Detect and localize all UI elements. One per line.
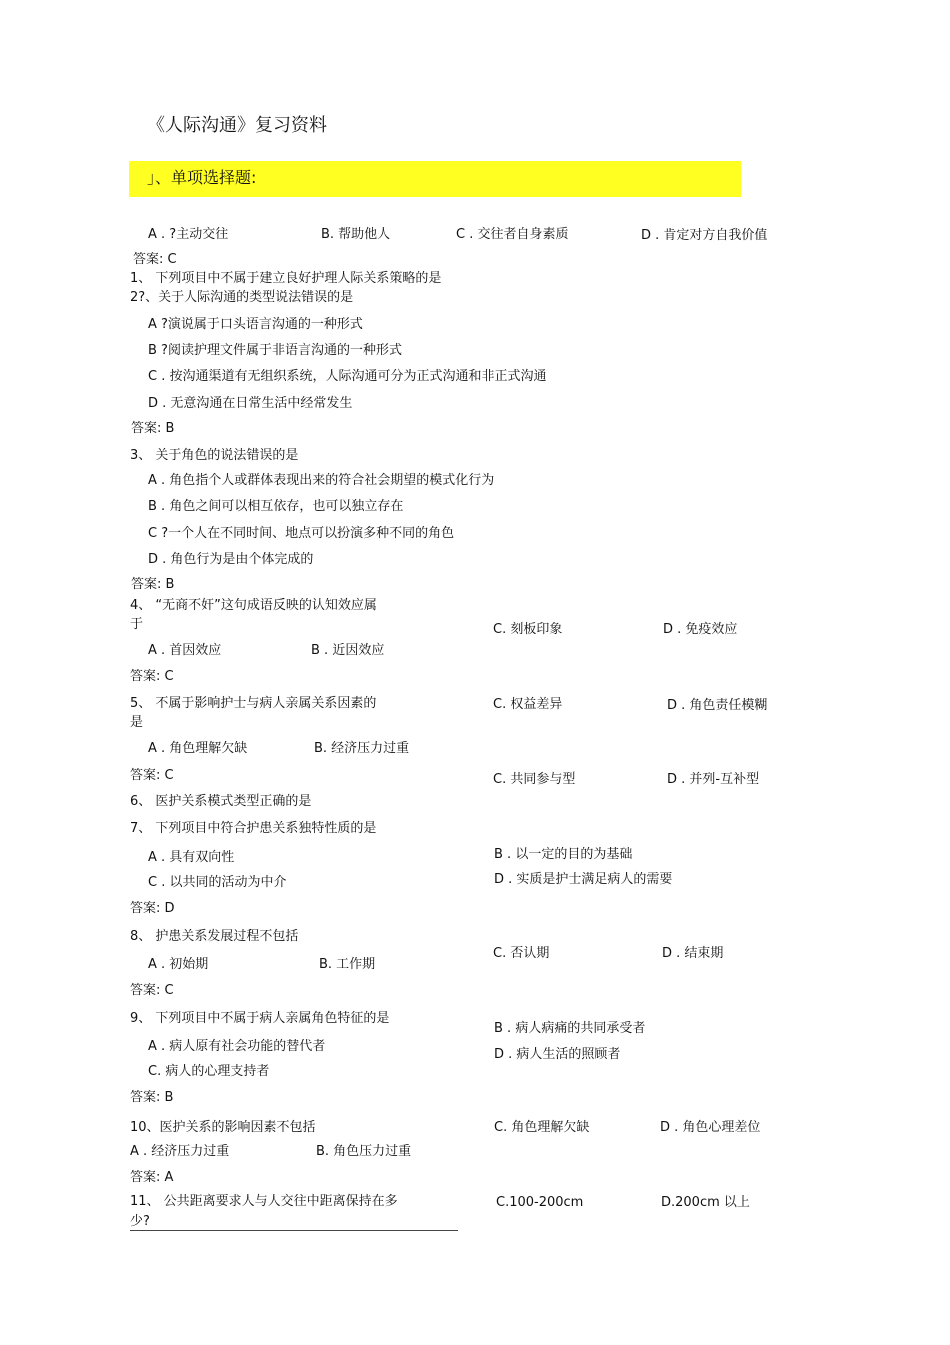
text-line: 于 <box>130 617 144 632</box>
text-line: D . 免疫效应 <box>663 622 738 637</box>
text-line: C.100-200cm <box>496 1195 584 1210</box>
text-line: 11、 公共距离要求人与人交往中距离保持在多 <box>130 1194 398 1209</box>
text-line: 1、 下列项目中不属于建立良好护理人际关系策略的是 <box>130 271 442 286</box>
text-line: B . 角色之间可以相互依存，也可以独立存在 <box>148 499 404 514</box>
text-line: D . 病人生活的照顾者 <box>494 1047 621 1062</box>
footnote-rule <box>130 1230 458 1231</box>
text-line: C. 病人的心理支持者 <box>148 1064 270 1079</box>
text-line: D . 角色行为是由个体完成的 <box>148 552 314 567</box>
text-line: C . 交往者自身素质 <box>456 227 569 242</box>
text-line: 答案: B <box>131 577 175 592</box>
text-line: 答案: C <box>130 669 174 684</box>
text-line: 答案: B <box>131 421 175 436</box>
text-line: D . 实质是护士满足病人的需要 <box>494 872 673 887</box>
text-line: 答案: D <box>130 901 175 916</box>
text-line: B . 以一定的目的为基础 <box>494 847 633 862</box>
document-title: 《人际沟通》复习资料 <box>147 115 327 136</box>
text-line: C. 刻板印象 <box>493 622 563 637</box>
text-line: 答案: C <box>130 983 174 998</box>
text-line: B. 工作期 <box>319 957 376 972</box>
text-line: D . 角色心理差位 <box>660 1120 761 1135</box>
text-line: 是 <box>130 715 144 730</box>
text-line: A . 首因效应 <box>148 643 222 658</box>
text-line: 答案: A <box>130 1170 174 1185</box>
text-line: A . 经济压力过重 <box>130 1144 230 1159</box>
text-line: D . 肯定对方自我价值 <box>641 228 768 243</box>
text-line: C. 共同参与型 <box>493 772 576 787</box>
text-line: D . 角色责任模糊 <box>667 698 768 713</box>
text-line: B . 病人病痛的共同承受者 <box>494 1021 646 1036</box>
text-line: 8、 护患关系发展过程不包括 <box>130 929 299 944</box>
section-banner <box>129 161 741 197</box>
text-line: D . 并列-互补型 <box>667 772 760 787</box>
text-line: B. 角色压力过重 <box>316 1144 412 1159</box>
text-line: C. 角色理解欠缺 <box>494 1120 590 1135</box>
text-line: 5、 不属于影响护士与病人亲属关系因素的 <box>130 696 377 711</box>
text-line: 答案: C <box>130 768 174 783</box>
section-heading: 」、单项选择题: <box>147 168 257 187</box>
text-line: D . 结束期 <box>662 946 724 961</box>
text-line: A . 具有双向性 <box>148 850 235 865</box>
text-line: 少? <box>130 1214 150 1229</box>
text-line: D . 无意沟通在日常生活中经常发生 <box>148 396 353 411</box>
text-line: 9、 下列项目中不属于病人亲属角色特征的是 <box>130 1011 390 1026</box>
text-line: D.200cm 以上 <box>661 1195 750 1210</box>
text-line: A . 角色理解欠缺 <box>148 741 248 756</box>
text-line: B ?阅读护理文件属于非语言沟通的一种形式 <box>148 343 402 358</box>
text-line: A . 病人原有社会功能的替代者 <box>148 1039 326 1054</box>
text-line: 答案: C <box>133 252 177 267</box>
text-line: 答案: B <box>130 1090 174 1105</box>
text-line: C. 权益差异 <box>493 697 563 712</box>
text-line: C ?一个人在不同时间、地点可以扮演多种不同的角色 <box>148 526 455 541</box>
text-line: 10、医护关系的影响因素不包括 <box>130 1120 316 1135</box>
text-line: A ?演说属于口头语言沟通的一种形式 <box>148 317 363 332</box>
text-line: 4、 “无商不奸”这句成语反映的认知效应属 <box>130 598 377 613</box>
text-line: A . ?主动交往 <box>148 227 229 242</box>
text-line: 7、 下列项目中符合护患关系独特性质的是 <box>130 821 377 836</box>
text-line: A . 角色指个人或群体表现出来的符合社会期望的模式化行为 <box>148 473 495 488</box>
text-line: B. 帮助他人 <box>321 227 391 242</box>
text-line: A . 初始期 <box>148 957 209 972</box>
text-line: B . 近因效应 <box>311 643 385 658</box>
text-line: B. 经济压力过重 <box>314 741 410 756</box>
text-line: 2?、关于人际沟通的类型说法错误的是 <box>130 290 354 305</box>
text-line: 6、 医护关系模式类型正确的是 <box>130 794 312 809</box>
text-line: C . 按沟通渠道有无组织系统，人际沟通可分为正式沟通和非正式沟通 <box>148 369 547 384</box>
text-line: C. 否认期 <box>493 946 550 961</box>
text-line: 3、 关于角色的说法错误的是 <box>130 448 299 463</box>
text-line: C . 以共同的活动为中介 <box>148 875 287 890</box>
